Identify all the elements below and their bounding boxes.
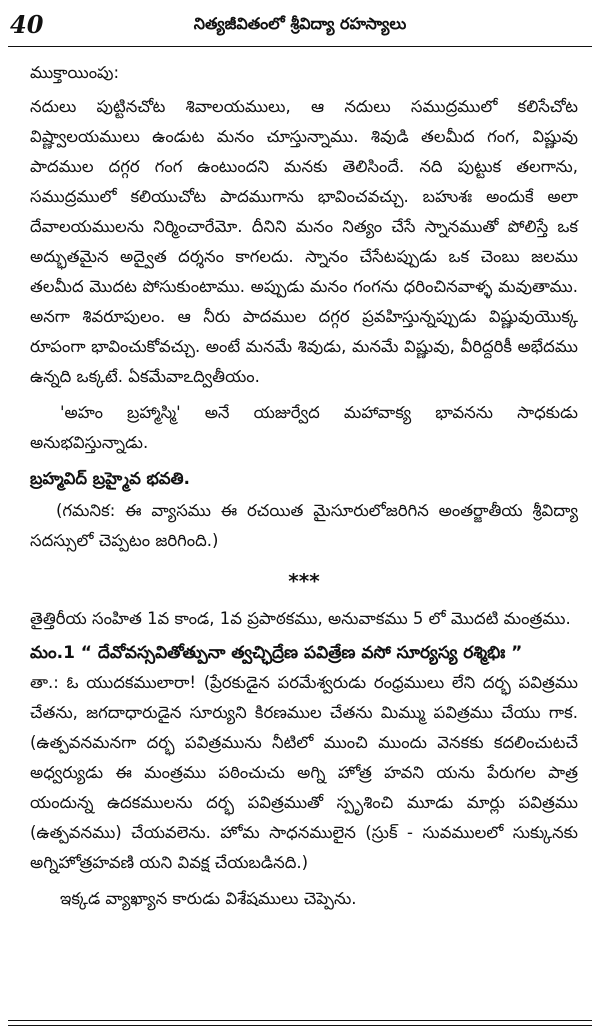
quote-line: బ్రహ్మవిద్ బ్రహ్మైవ భవతి. (30, 469, 190, 488)
paragraph-main: నదులు పుట్టినచోట శివాలయములు, ఆ నదులు సముద్రములో కలిసేచోట విష్ణ్వాలయములు ఉండుట మనం చూస్తున్నాము. శివుడి తలమీద గంగ, విష్ణువు పాదముల దగ్గర గంగ ఉంటుందని మనకు తెలిసిందే. నది పుట్టుక తలగాను, సముద్రములో కలియుచోట పాదముగాను భావించవచ్చు. బహుశః అందుకే అలా దేవాలయములను నిర్మించారేమో. దీనిని మనం నిత్యం చేసే స్నానముతో పోలిస్తే ఒక అద్భుతమైన అద్వైత దర్శనం కాగలదు. స్నానం చేసేటప్పుడు ఒక చెంబు జలము తలమీద మొదట పోసుకుంటాము. అప్పుడు మనం గంగను ధరించినవాళ్ళ మవుతాము. అనగా శివరూపులం. ఆ నీరు పాదముల దగ్గర ప్రవహిస్తున్నప్పుడు విష్ణువుయొక్క రూపంగా భావించుకోవచ్చు. అంటే మనమే శివుడు, మనమే విష్ణువు, వీరిద్దరికీ అభేదము ఉన్నది ఒక్కటే. ఏకమేవాఽద్వితీయం. (30, 97, 578, 386)
section-separator: *** (288, 569, 320, 593)
source-reference: తైత్తిరీయ సంహిత 1వ కాండ, 1వ ప్రపాఠకము, అనువాకము 5 లో మొదటి మంత్రము. (30, 609, 571, 628)
closing-line: ఇక్కడ వ్యాఖ్యాన కారుడు విశేషములు చెప్పెను. (60, 889, 357, 908)
translation-paragraph: తా.: ఓ యుదకములారా! (ప్రేరకుడైన పరమేశ్వరుడు రంధ్రములు లేని దర్భ పవిత్రము చేతను, జగదాధారుడైన సూర్యుని కిరణముల చేతను మిమ్ము పవిత్రము చేయు గాక. (ఉత్పవనమనగా దర్భ పవిత్రమును నీటిలో ముంచి ముందు వెనకకు కదలించుటచే అధ్వర్యుడు ఈ మంత్రము పఠించుచు అగ్ని హోత్ర హవని యను పేరుగల పాత్ర యందున్న ఉదకములను దర్భ పవిత్రముతో స్పృశించి మూడు మార్లు పవిత్రము (ఉత్పవనము) చేయవలెను. హోమ సాధనములైన (స్రుక్ - సువములలో సుక్కునకు అగ్నిహోత్రహవణి యని వివక్ష చేయబడినది.) (30, 673, 578, 872)
paragraph-aham-brahmasmi: 'అహం బ్రహ్మాస్మి' అనే యజుర్వేద మహావాక్య భావనను సాధకుడు అనుభవిస్తున్నాడు. (30, 403, 578, 452)
mantra-line: మం.1 “ దేవోవస్సవితోత్పునా త్వచ్ఛిద్రేణ పవిత్రేణ వసో సూర్యస్య రశ్మిభిః ” (30, 643, 523, 663)
footer-rule-thin (8, 1025, 592, 1026)
page-header (8, 8, 592, 46)
section-heading: ముక్తాయింపు: (30, 63, 120, 82)
footer-rule (8, 1020, 592, 1021)
author-note: (గమనిక: ఈ వ్యాసము ఈ రచయిత మైసూరులోజరిగిన అంతర్జాతీయ శ్రీవిద్యా సదస్సులో చెప్పటం జరిగింది.) (30, 501, 578, 550)
page-body (30, 58, 578, 914)
header-rule (8, 46, 592, 47)
running-title: నిత్యజీవితంలో శ్రీవిద్యా రహస్యాలు (193, 14, 407, 33)
page-number: 40 (10, 10, 44, 39)
